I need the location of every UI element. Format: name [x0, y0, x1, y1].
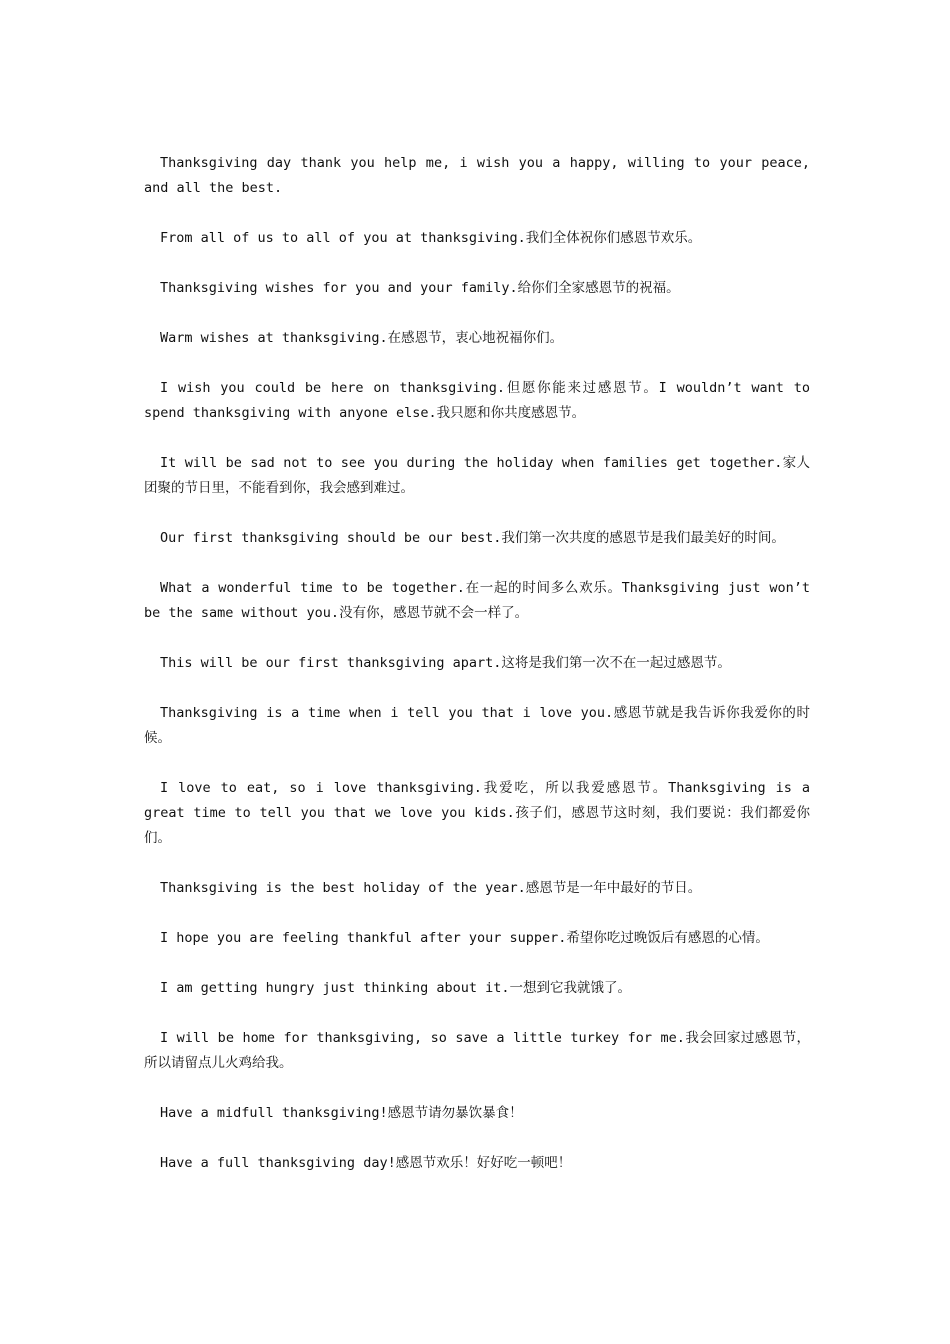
paragraph-11: I love to eat, so i love thanksgiving.我爱吃，所以我爱感恩节。Thanksgiving is a great time to tell you that we love you kids.孩子们，感恩节这时刻，我们要说：我们都爱你们。: [144, 780, 810, 846]
paragraph-16: Have a midfull thanksgiving!感恩节请勿暴饮暴食！: [160, 1105, 523, 1121]
paragraph-6: It will be sad not to see you during the holiday when families get together.家人团聚的节日里，不能看到你，我会感到难过。: [144, 455, 810, 496]
paragraph-10: Thanksgiving is a time when i tell you that i love you.感恩节就是我告诉你我爱你的时候。: [144, 705, 810, 746]
paragraph-15: I will be home for thanksgiving, so save a little turkey for me.我会回家过感恩节，所以请留点儿火鸡给我。: [144, 1030, 810, 1071]
paragraph-12: Thanksgiving is the best holiday of the year.感恩节是一年中最好的节日。: [160, 880, 702, 896]
paragraph-8: What a wonderful time to be together.在一起的时间多么欢乐。Thanksgiving just won’t be the same without you.没有你，感恩节就不会一样了。: [144, 580, 810, 621]
document-body: [144, 151, 810, 1201]
paragraph-1: Thanksgiving day thank you help me, i wish you a happy, willing to your peace, and all the best.: [144, 155, 810, 196]
paragraph-5: I wish you could be here on thanksgiving.但愿你能来过感恩节。I wouldn’t want to spend thanksgiving with anyone else.我只愿和你共度感恩节。: [144, 380, 810, 421]
paragraph-4: Warm wishes at thanksgiving.在感恩节，衷心地祝福你们。: [160, 330, 564, 346]
paragraph-17: Have a full thanksgiving day!感恩节欢乐！好好吃一顿吧！: [160, 1155, 572, 1171]
paragraph-3: Thanksgiving wishes for you and your family.给你们全家感恩节的祝福。: [160, 280, 680, 296]
paragraph-9: This will be our first thanksgiving apart.这将是我们第一次不在一起过感恩节。: [160, 655, 731, 671]
paragraph-13: I hope you are feeling thankful after your supper.希望你吃过晚饭后有感恩的心情。: [160, 930, 769, 946]
paragraph-7: Our first thanksgiving should be our best.我们第一次共度的感恩节是我们最美好的时间。: [160, 530, 785, 546]
paragraph-14: I am getting hungry just thinking about it.一想到它我就饿了。: [160, 980, 631, 996]
paragraph-2: From all of us to all of you at thanksgiving.我们全体祝你们感恩节欢乐。: [160, 230, 702, 246]
